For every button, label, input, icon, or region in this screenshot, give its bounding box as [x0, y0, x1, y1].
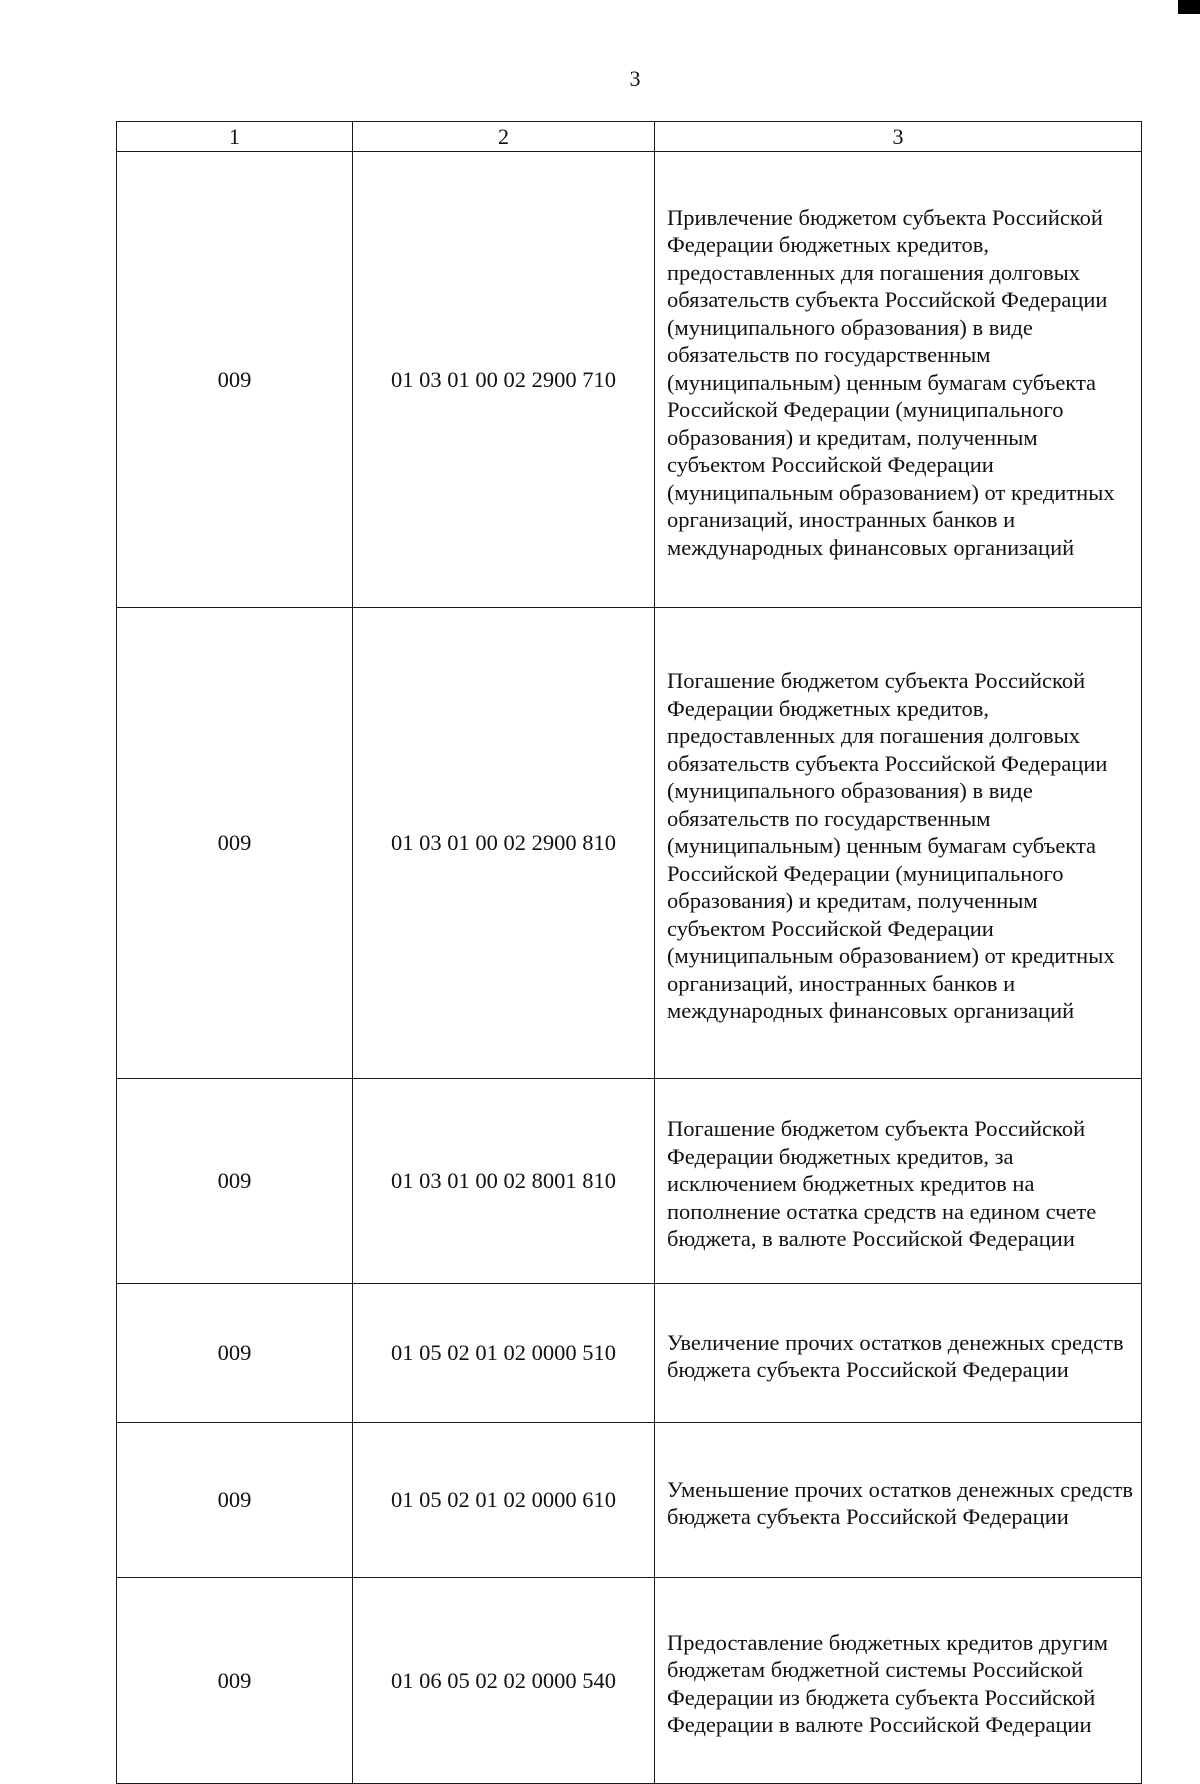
classification-code-cell: 01 06 05 02 02 0000 540 [353, 1578, 655, 1784]
description-cell: Погашение бюджетом субъекта Российской Федерации бюджетных кредитов, за исключением бюджетных кредитов на пополнение остатка средств на едином счете бюджета, в валюте Российской Федерации [655, 1079, 1142, 1284]
scan-corner-mark [1178, 0, 1200, 14]
classification-code-cell: 01 03 01 00 02 2900 810 [353, 608, 655, 1079]
table-body [117, 152, 1142, 1784]
header-col-2: 2 [353, 122, 655, 152]
admin-code-cell: 009 [117, 1079, 353, 1284]
admin-code-cell: 009 [117, 1284, 353, 1423]
description-cell: Привлечение бюджетом субъекта Российской Федерации бюджетных кредитов, предоставленных для погашения долговых обязательств субъекта Российской Федерации (муниципального образования) в виде обязательств по государственным (муниципальным) ценным бумагам субъекта Российской Федерации (муниципального образования) и кредитам, полученным субъектом Российской Федерации (муниципальным образованием) от кредитных организаций, иностранных банков и международных финансовых организаций [655, 152, 1142, 608]
table-row [117, 1578, 1142, 1784]
classification-code-cell: 01 05 02 01 02 0000 610 [353, 1423, 655, 1578]
classification-code-cell: 01 03 01 00 02 8001 810 [353, 1079, 655, 1284]
header-col-1: 1 [117, 122, 353, 152]
page-number: 3 [629, 66, 641, 91]
table-row [117, 152, 1142, 608]
table-header [117, 122, 1142, 152]
table-row [117, 608, 1142, 1079]
admin-code-cell: 009 [117, 152, 353, 608]
description-cell: Предоставление бюджетных кредитов другим бюджетам бюджетной системы Российской Федерации из бюджета субъекта Российской Федерации в валюте Российской Федерации [655, 1578, 1142, 1784]
description-cell: Погашение бюджетом субъекта Российской Федерации бюджетных кредитов, предоставленных для погашения долговых обязательств субъекта Российской Федерации (муниципального образования) в виде обязательств по государственным (муниципальным) ценным бумагам субъекта Российской Федерации (муниципального образования) и кредитам, полученным субъектом Российской Федерации (муниципальным образованием) от кредитных организаций, иностранных банков и международных финансовых организаций [655, 608, 1142, 1079]
table-row [117, 1284, 1142, 1423]
description-cell: Увеличение прочих остатков денежных средств бюджета субъекта Российской Федерации [655, 1284, 1142, 1423]
table-row [117, 1079, 1142, 1284]
budget-classification-table [116, 121, 1142, 1784]
description-cell: Уменьшение прочих остатков денежных средств бюджета субъекта Российской Федерации [655, 1423, 1142, 1578]
classification-code-cell: 01 05 02 01 02 0000 510 [353, 1284, 655, 1423]
classification-code-cell: 01 03 01 00 02 2900 710 [353, 152, 655, 608]
admin-code-cell: 009 [117, 1423, 353, 1578]
header-row [117, 122, 1142, 152]
table-row [117, 1423, 1142, 1578]
header-col-3: 3 [655, 122, 1142, 152]
admin-code-cell: 009 [117, 1578, 353, 1784]
admin-code-cell: 009 [117, 608, 353, 1079]
